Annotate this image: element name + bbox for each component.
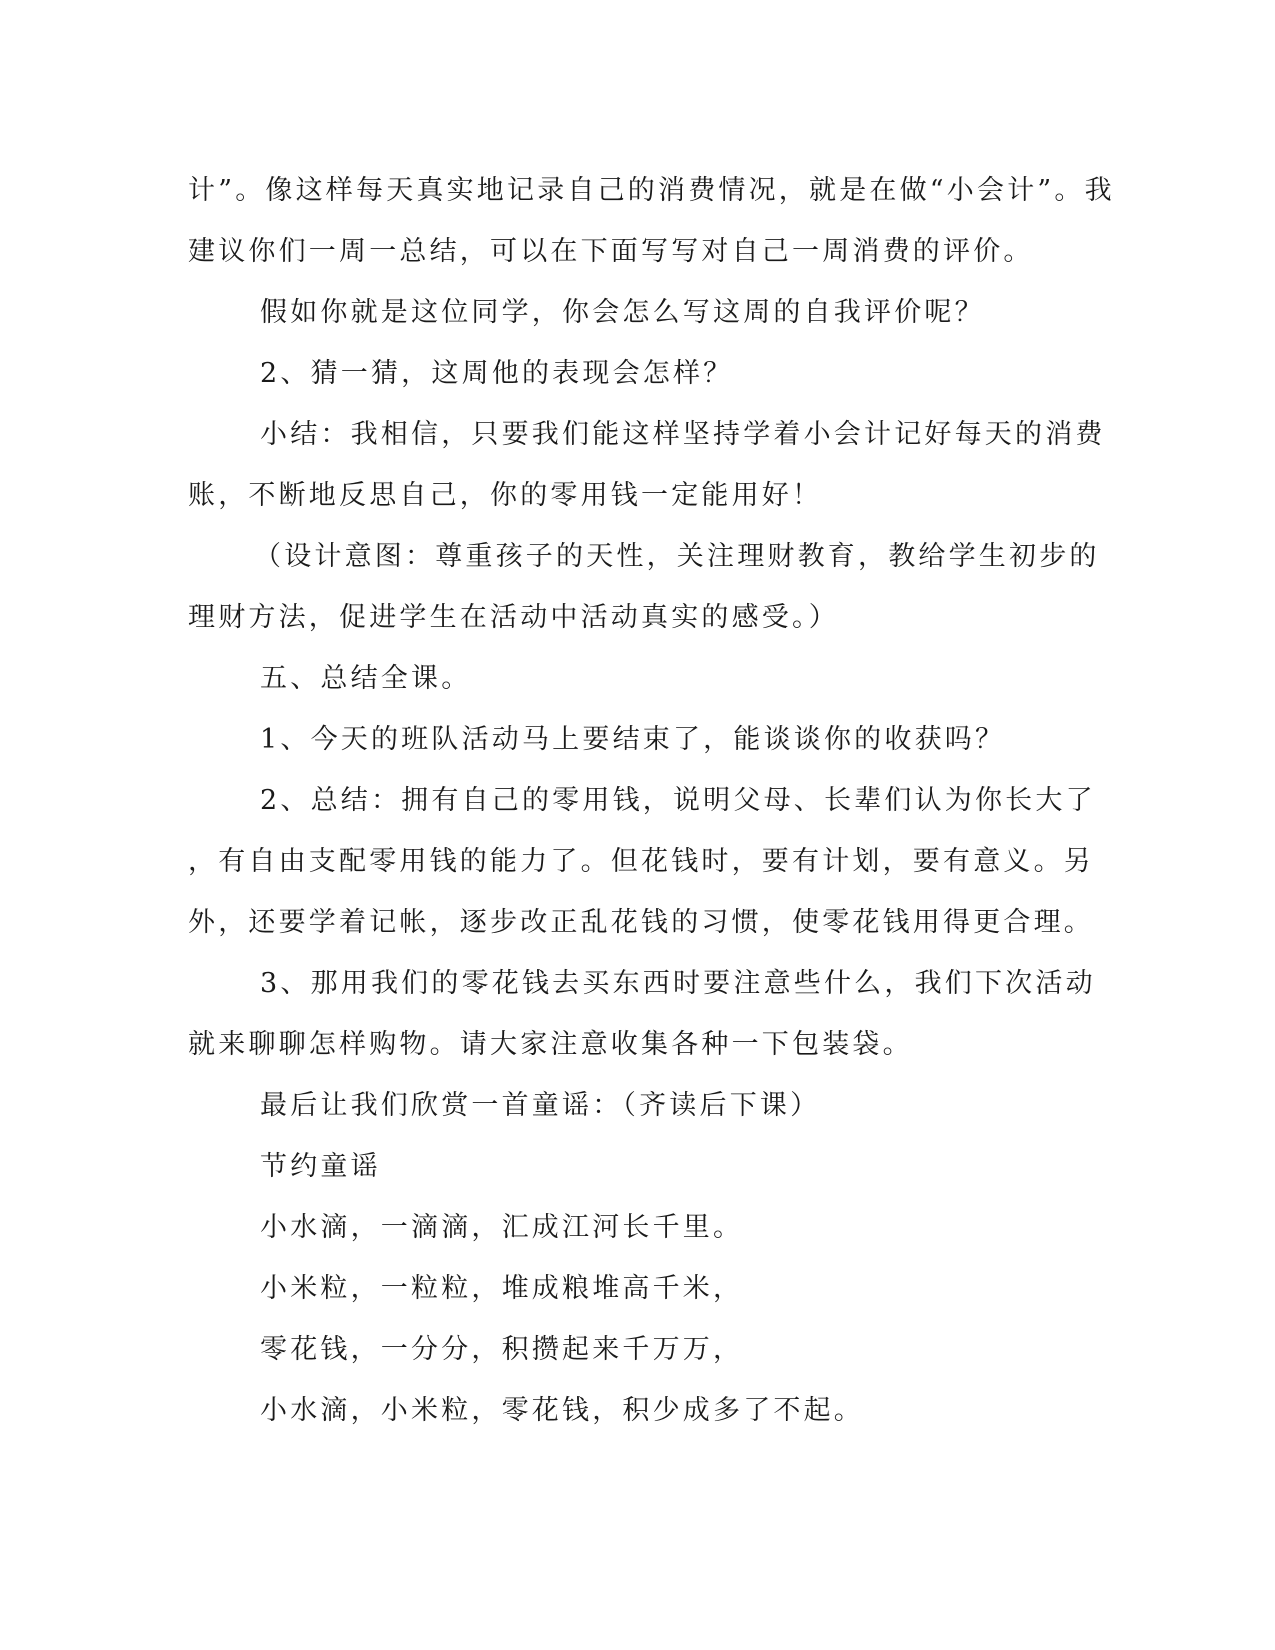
paragraph-line: 小结：我相信，只要我们能这样坚持学着小会计记好每天的消费 (260, 419, 1106, 450)
document-body (188, 160, 1115, 1441)
poem-line: 小水滴，一滴滴，汇成江河长千里。 (260, 1212, 744, 1243)
poem-line: 小水滴，小米粒，零花钱，积少成多了不起。 (260, 1395, 864, 1426)
paragraph-line: 1、今天的班队活动马上要结束了，能谈谈你的收获吗？ (260, 724, 1006, 755)
paragraph-line: 假如你就是这位同学，你会怎么写这周的自我评价呢？ (260, 297, 985, 328)
paragraph-line: 2、猜一猜，这周他的表现会怎样？ (260, 358, 734, 389)
paragraph-line: 外，还要学着记帐，逐步改正乱花钱的习惯，使零花钱用得更合理。 (188, 907, 1094, 938)
section-heading: 五、总结全课。 (260, 663, 472, 694)
paragraph-line: 3、那用我们的零花钱去买东西时要注意些什么，我们下次活动 (260, 968, 1096, 999)
poem-line: 小米粒，一粒粒，堆成粮堆高千米， (260, 1273, 744, 1304)
paragraph-line: 理财方法，促进学生在活动中活动真实的感受。） (188, 602, 839, 633)
paragraph-line: 建议你们一周一总结，可以在下面写写对自己一周消费的评价。 (188, 236, 1034, 267)
poem-line: 零花钱，一分分，积攒起来千万万， (260, 1334, 744, 1365)
paragraph-line: （设计意图：尊重孩子的天性，关注理财教育，教给学生初步的 (254, 541, 1100, 572)
paragraph-line: 就来聊聊怎样购物。请大家注意收集各种一下包装袋。 (188, 1029, 913, 1060)
paragraph-line: 2、总结：拥有自己的零用钱，说明父母、长辈们认为你长大了 (260, 785, 1096, 816)
paragraph-line: ，有自由支配零用钱的能力了。但花钱时，要有计划，要有意义。另 (188, 846, 1094, 877)
paragraph-line: 最后让我们欣赏一首童谣：（齐读后下课） (260, 1090, 821, 1121)
paragraph-line: 账，不断地反思自己，你的零用钱一定能用好！ (188, 480, 823, 511)
paragraph-line: 计”。像这样每天真实地记录自己的消费情况，就是在做“小会计”。我 (188, 175, 1115, 206)
poem-title: 节约童谣 (260, 1151, 381, 1182)
